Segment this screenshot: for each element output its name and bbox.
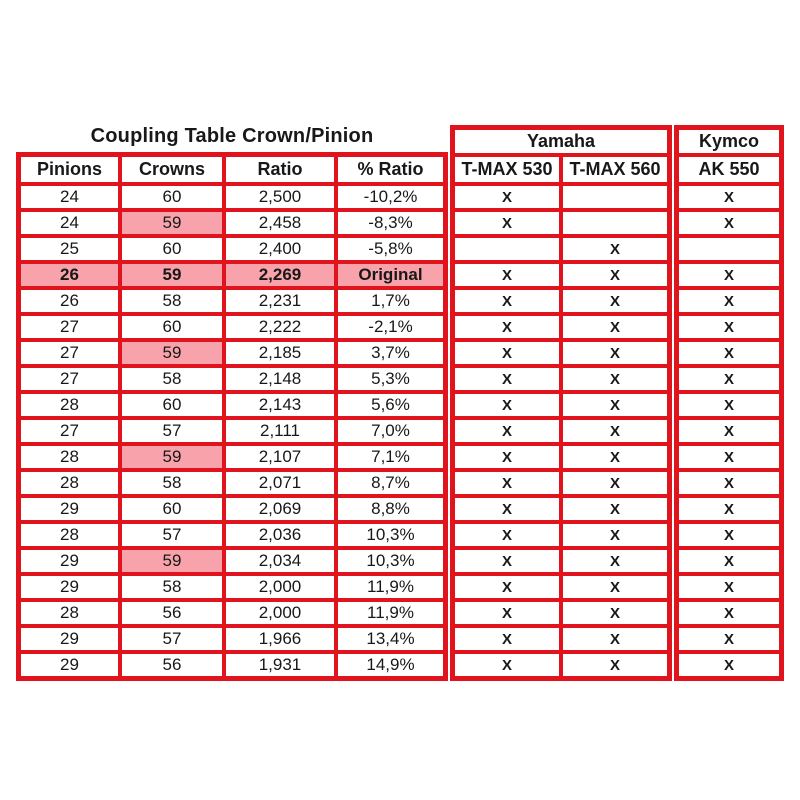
table-row bbox=[453, 262, 669, 288]
yamaha-brand-header: Yamaha bbox=[453, 128, 669, 155]
pinions-cell: 25 bbox=[19, 236, 120, 262]
ak550-x-cell: X bbox=[677, 366, 781, 392]
table-row bbox=[453, 496, 669, 522]
tmax560-x-cell: X bbox=[561, 314, 669, 340]
kymco-table-body bbox=[677, 184, 781, 678]
tmax560-x-cell: X bbox=[561, 444, 669, 470]
table-row bbox=[19, 522, 445, 548]
pinions-cell: 26 bbox=[19, 288, 120, 314]
table-row bbox=[19, 574, 445, 600]
table-row bbox=[677, 314, 781, 340]
pinions-cell: 27 bbox=[19, 314, 120, 340]
table-row bbox=[453, 210, 669, 236]
coupling-tables bbox=[16, 120, 784, 681]
yamaha-section bbox=[450, 125, 672, 681]
tmax530-x-cell: X bbox=[453, 340, 561, 366]
table-row bbox=[19, 236, 445, 262]
table-row bbox=[453, 418, 669, 444]
kymco-table bbox=[674, 125, 784, 681]
pinions-cell: 26 bbox=[19, 262, 120, 288]
table-row bbox=[19, 340, 445, 366]
pct-ratio-cell: 10,3% bbox=[336, 522, 445, 548]
tmax560-x-cell: X bbox=[561, 652, 669, 678]
model-header-row bbox=[453, 155, 669, 184]
pct-ratio-cell: 11,9% bbox=[336, 600, 445, 626]
tmax530-x-cell: X bbox=[453, 444, 561, 470]
tmax530-x-cell: X bbox=[453, 314, 561, 340]
pct-ratio-cell: 3,7% bbox=[336, 340, 445, 366]
pct-ratio-cell: 8,8% bbox=[336, 496, 445, 522]
pinions-cell: 29 bbox=[19, 626, 120, 652]
pct-ratio-cell: 10,3% bbox=[336, 548, 445, 574]
table-row bbox=[677, 496, 781, 522]
yamaha-table bbox=[450, 125, 672, 681]
tmax560-x-cell: X bbox=[561, 496, 669, 522]
table-row bbox=[19, 392, 445, 418]
ak550-header: AK 550 bbox=[677, 155, 781, 184]
ak550-x-cell: X bbox=[677, 418, 781, 444]
table-row bbox=[677, 236, 781, 262]
pinions-cell: 27 bbox=[19, 418, 120, 444]
crowns-cell: 58 bbox=[120, 288, 224, 314]
crowns-cell: 59 bbox=[120, 262, 224, 288]
table-row bbox=[453, 652, 669, 678]
table-row bbox=[453, 340, 669, 366]
ratio-cell: 2,111 bbox=[224, 418, 336, 444]
ratio-cell: 2,458 bbox=[224, 210, 336, 236]
table-row bbox=[453, 522, 669, 548]
pinions-cell: 28 bbox=[19, 600, 120, 626]
tmax530-x-cell: X bbox=[453, 652, 561, 678]
pct-ratio-cell: -8,3% bbox=[336, 210, 445, 236]
pct-ratio-cell: 14,9% bbox=[336, 652, 445, 678]
table-row bbox=[677, 444, 781, 470]
brand-header-row bbox=[453, 128, 669, 155]
pct-ratio-cell: 7,1% bbox=[336, 444, 445, 470]
tmax560-x-cell: X bbox=[561, 548, 669, 574]
ratio-cell: 2,231 bbox=[224, 288, 336, 314]
ak550-x-cell: X bbox=[677, 496, 781, 522]
ratio-cell: 2,148 bbox=[224, 366, 336, 392]
table-row bbox=[19, 496, 445, 522]
coupling-table-section bbox=[16, 120, 448, 681]
table-row bbox=[453, 288, 669, 314]
crowns-cell: 59 bbox=[120, 340, 224, 366]
crowns-cell: 60 bbox=[120, 184, 224, 210]
pinions-cell: 24 bbox=[19, 210, 120, 236]
ak550-x-cell: X bbox=[677, 392, 781, 418]
table-row bbox=[453, 236, 669, 262]
ak550-x-cell bbox=[677, 236, 781, 262]
ak550-x-cell: X bbox=[677, 548, 781, 574]
ak550-x-cell: X bbox=[677, 340, 781, 366]
table-row bbox=[19, 444, 445, 470]
ratio-cell: 2,069 bbox=[224, 496, 336, 522]
tmax530-x-cell: X bbox=[453, 522, 561, 548]
crowns-cell: 58 bbox=[120, 366, 224, 392]
kymco-section bbox=[674, 125, 784, 681]
pct-ratio-header: % Ratio bbox=[336, 155, 445, 184]
table-row bbox=[453, 574, 669, 600]
tmax560-x-cell bbox=[561, 210, 669, 236]
tmax560-x-cell: X bbox=[561, 600, 669, 626]
pct-ratio-cell: -2,1% bbox=[336, 314, 445, 340]
table-row bbox=[677, 418, 781, 444]
table-row bbox=[453, 600, 669, 626]
crowns-cell: 56 bbox=[120, 600, 224, 626]
table-row bbox=[677, 626, 781, 652]
tmax530-x-cell: X bbox=[453, 418, 561, 444]
crowns-cell: 58 bbox=[120, 574, 224, 600]
tmax530-x-cell bbox=[453, 236, 561, 262]
pct-ratio-cell: 5,3% bbox=[336, 366, 445, 392]
tmax530-x-cell: X bbox=[453, 626, 561, 652]
table-row bbox=[19, 184, 445, 210]
pinions-cell: 29 bbox=[19, 574, 120, 600]
pct-ratio-cell: 13,4% bbox=[336, 626, 445, 652]
ak550-x-cell: X bbox=[677, 574, 781, 600]
tmax530-x-cell: X bbox=[453, 496, 561, 522]
tmax560-x-cell: X bbox=[561, 262, 669, 288]
table-row bbox=[19, 652, 445, 678]
tmax560-x-cell: X bbox=[561, 366, 669, 392]
ak550-x-cell: X bbox=[677, 444, 781, 470]
ratio-cell: 2,036 bbox=[224, 522, 336, 548]
tmax560-header: T-MAX 560 bbox=[561, 155, 669, 184]
pinions-cell: 28 bbox=[19, 444, 120, 470]
table-row bbox=[453, 392, 669, 418]
crowns-cell: 60 bbox=[120, 314, 224, 340]
ak550-x-cell: X bbox=[677, 184, 781, 210]
crowns-cell: 59 bbox=[120, 210, 224, 236]
pct-ratio-cell: Original bbox=[336, 262, 445, 288]
table-row bbox=[677, 392, 781, 418]
left-table-body bbox=[19, 184, 445, 678]
crowns-header: Crowns bbox=[120, 155, 224, 184]
pct-ratio-cell: 8,7% bbox=[336, 470, 445, 496]
crowns-cell: 60 bbox=[120, 496, 224, 522]
ak550-x-cell: X bbox=[677, 288, 781, 314]
ak550-x-cell: X bbox=[677, 600, 781, 626]
pinions-cell: 27 bbox=[19, 340, 120, 366]
ratio-cell: 2,034 bbox=[224, 548, 336, 574]
tmax530-x-cell: X bbox=[453, 210, 561, 236]
table-row bbox=[19, 314, 445, 340]
table-row bbox=[677, 652, 781, 678]
ratio-cell: 2,000 bbox=[224, 600, 336, 626]
crowns-cell: 56 bbox=[120, 652, 224, 678]
pinions-cell: 29 bbox=[19, 548, 120, 574]
table-row bbox=[677, 470, 781, 496]
pinions-cell: 29 bbox=[19, 652, 120, 678]
ak550-x-cell: X bbox=[677, 262, 781, 288]
ratio-cell: 2,000 bbox=[224, 574, 336, 600]
crowns-cell: 59 bbox=[120, 548, 224, 574]
table-row bbox=[19, 366, 445, 392]
table-row bbox=[677, 262, 781, 288]
tmax560-x-cell: X bbox=[561, 470, 669, 496]
coupling-table bbox=[16, 152, 448, 681]
pinions-cell: 28 bbox=[19, 470, 120, 496]
pct-ratio-cell: 5,6% bbox=[336, 392, 445, 418]
table-row bbox=[19, 600, 445, 626]
crowns-cell: 57 bbox=[120, 626, 224, 652]
table-row bbox=[19, 288, 445, 314]
table-row bbox=[453, 314, 669, 340]
ak550-x-cell: X bbox=[677, 652, 781, 678]
tmax560-x-cell bbox=[561, 184, 669, 210]
table-row bbox=[453, 184, 669, 210]
pinions-cell: 29 bbox=[19, 496, 120, 522]
table-row bbox=[19, 548, 445, 574]
tmax530-x-cell: X bbox=[453, 184, 561, 210]
table-row bbox=[677, 574, 781, 600]
ratio-cell: 2,222 bbox=[224, 314, 336, 340]
kymco-brand-header: Kymco bbox=[677, 128, 781, 155]
ratio-cell: 1,966 bbox=[224, 626, 336, 652]
ak550-x-cell: X bbox=[677, 314, 781, 340]
pct-ratio-cell: 11,9% bbox=[336, 574, 445, 600]
table-row bbox=[19, 470, 445, 496]
table-row bbox=[453, 548, 669, 574]
tmax530-x-cell: X bbox=[453, 288, 561, 314]
table-row bbox=[19, 418, 445, 444]
yamaha-table-body bbox=[453, 184, 669, 678]
ratio-cell: 2,071 bbox=[224, 470, 336, 496]
tmax530-x-cell: X bbox=[453, 470, 561, 496]
pct-ratio-cell: 1,7% bbox=[336, 288, 445, 314]
tmax530-x-cell: X bbox=[453, 548, 561, 574]
tmax530-header: T-MAX 530 bbox=[453, 155, 561, 184]
ratio-cell: 2,269 bbox=[224, 262, 336, 288]
ratio-cell: 2,107 bbox=[224, 444, 336, 470]
tmax560-x-cell: X bbox=[561, 522, 669, 548]
tmax560-x-cell: X bbox=[561, 418, 669, 444]
ratio-cell: 2,500 bbox=[224, 184, 336, 210]
table-row bbox=[453, 470, 669, 496]
pinions-cell: 28 bbox=[19, 522, 120, 548]
pinions-cell: 27 bbox=[19, 366, 120, 392]
table-row bbox=[19, 210, 445, 236]
ratio-cell: 2,185 bbox=[224, 340, 336, 366]
ak550-x-cell: X bbox=[677, 522, 781, 548]
ak550-x-cell: X bbox=[677, 210, 781, 236]
crowns-cell: 57 bbox=[120, 418, 224, 444]
pinions-header: Pinions bbox=[19, 155, 120, 184]
table-row bbox=[677, 600, 781, 626]
ratio-header: Ratio bbox=[224, 155, 336, 184]
crowns-cell: 59 bbox=[120, 444, 224, 470]
table-row bbox=[19, 262, 445, 288]
table-row bbox=[19, 626, 445, 652]
table-row bbox=[677, 522, 781, 548]
table-row bbox=[677, 366, 781, 392]
ak550-x-cell: X bbox=[677, 470, 781, 496]
model-header-row bbox=[677, 155, 781, 184]
crowns-cell: 57 bbox=[120, 522, 224, 548]
pinions-cell: 24 bbox=[19, 184, 120, 210]
table-row bbox=[677, 184, 781, 210]
table-row bbox=[677, 340, 781, 366]
tmax560-x-cell: X bbox=[561, 626, 669, 652]
tmax560-x-cell: X bbox=[561, 236, 669, 262]
table-row bbox=[677, 210, 781, 236]
tmax560-x-cell: X bbox=[561, 288, 669, 314]
table-row bbox=[677, 288, 781, 314]
pct-ratio-cell: -5,8% bbox=[336, 236, 445, 262]
table-title: Coupling Table Crown/Pinion bbox=[90, 124, 374, 147]
brand-header-row bbox=[677, 128, 781, 155]
tmax530-x-cell: X bbox=[453, 574, 561, 600]
header-row bbox=[19, 155, 445, 184]
table-row bbox=[453, 626, 669, 652]
tmax560-x-cell: X bbox=[561, 574, 669, 600]
tmax560-x-cell: X bbox=[561, 340, 669, 366]
ratio-cell: 2,143 bbox=[224, 392, 336, 418]
tmax560-x-cell: X bbox=[561, 392, 669, 418]
tmax530-x-cell: X bbox=[453, 600, 561, 626]
crowns-cell: 58 bbox=[120, 470, 224, 496]
table-row bbox=[453, 444, 669, 470]
table-row bbox=[677, 548, 781, 574]
tmax530-x-cell: X bbox=[453, 392, 561, 418]
ratio-cell: 2,400 bbox=[224, 236, 336, 262]
crowns-cell: 60 bbox=[120, 236, 224, 262]
ratio-cell: 1,931 bbox=[224, 652, 336, 678]
ak550-x-cell: X bbox=[677, 626, 781, 652]
crowns-cell: 60 bbox=[120, 392, 224, 418]
tmax530-x-cell: X bbox=[453, 366, 561, 392]
tmax530-x-cell: X bbox=[453, 262, 561, 288]
table-row bbox=[453, 366, 669, 392]
pct-ratio-cell: -10,2% bbox=[336, 184, 445, 210]
pinions-cell: 28 bbox=[19, 392, 120, 418]
pct-ratio-cell: 7,0% bbox=[336, 418, 445, 444]
